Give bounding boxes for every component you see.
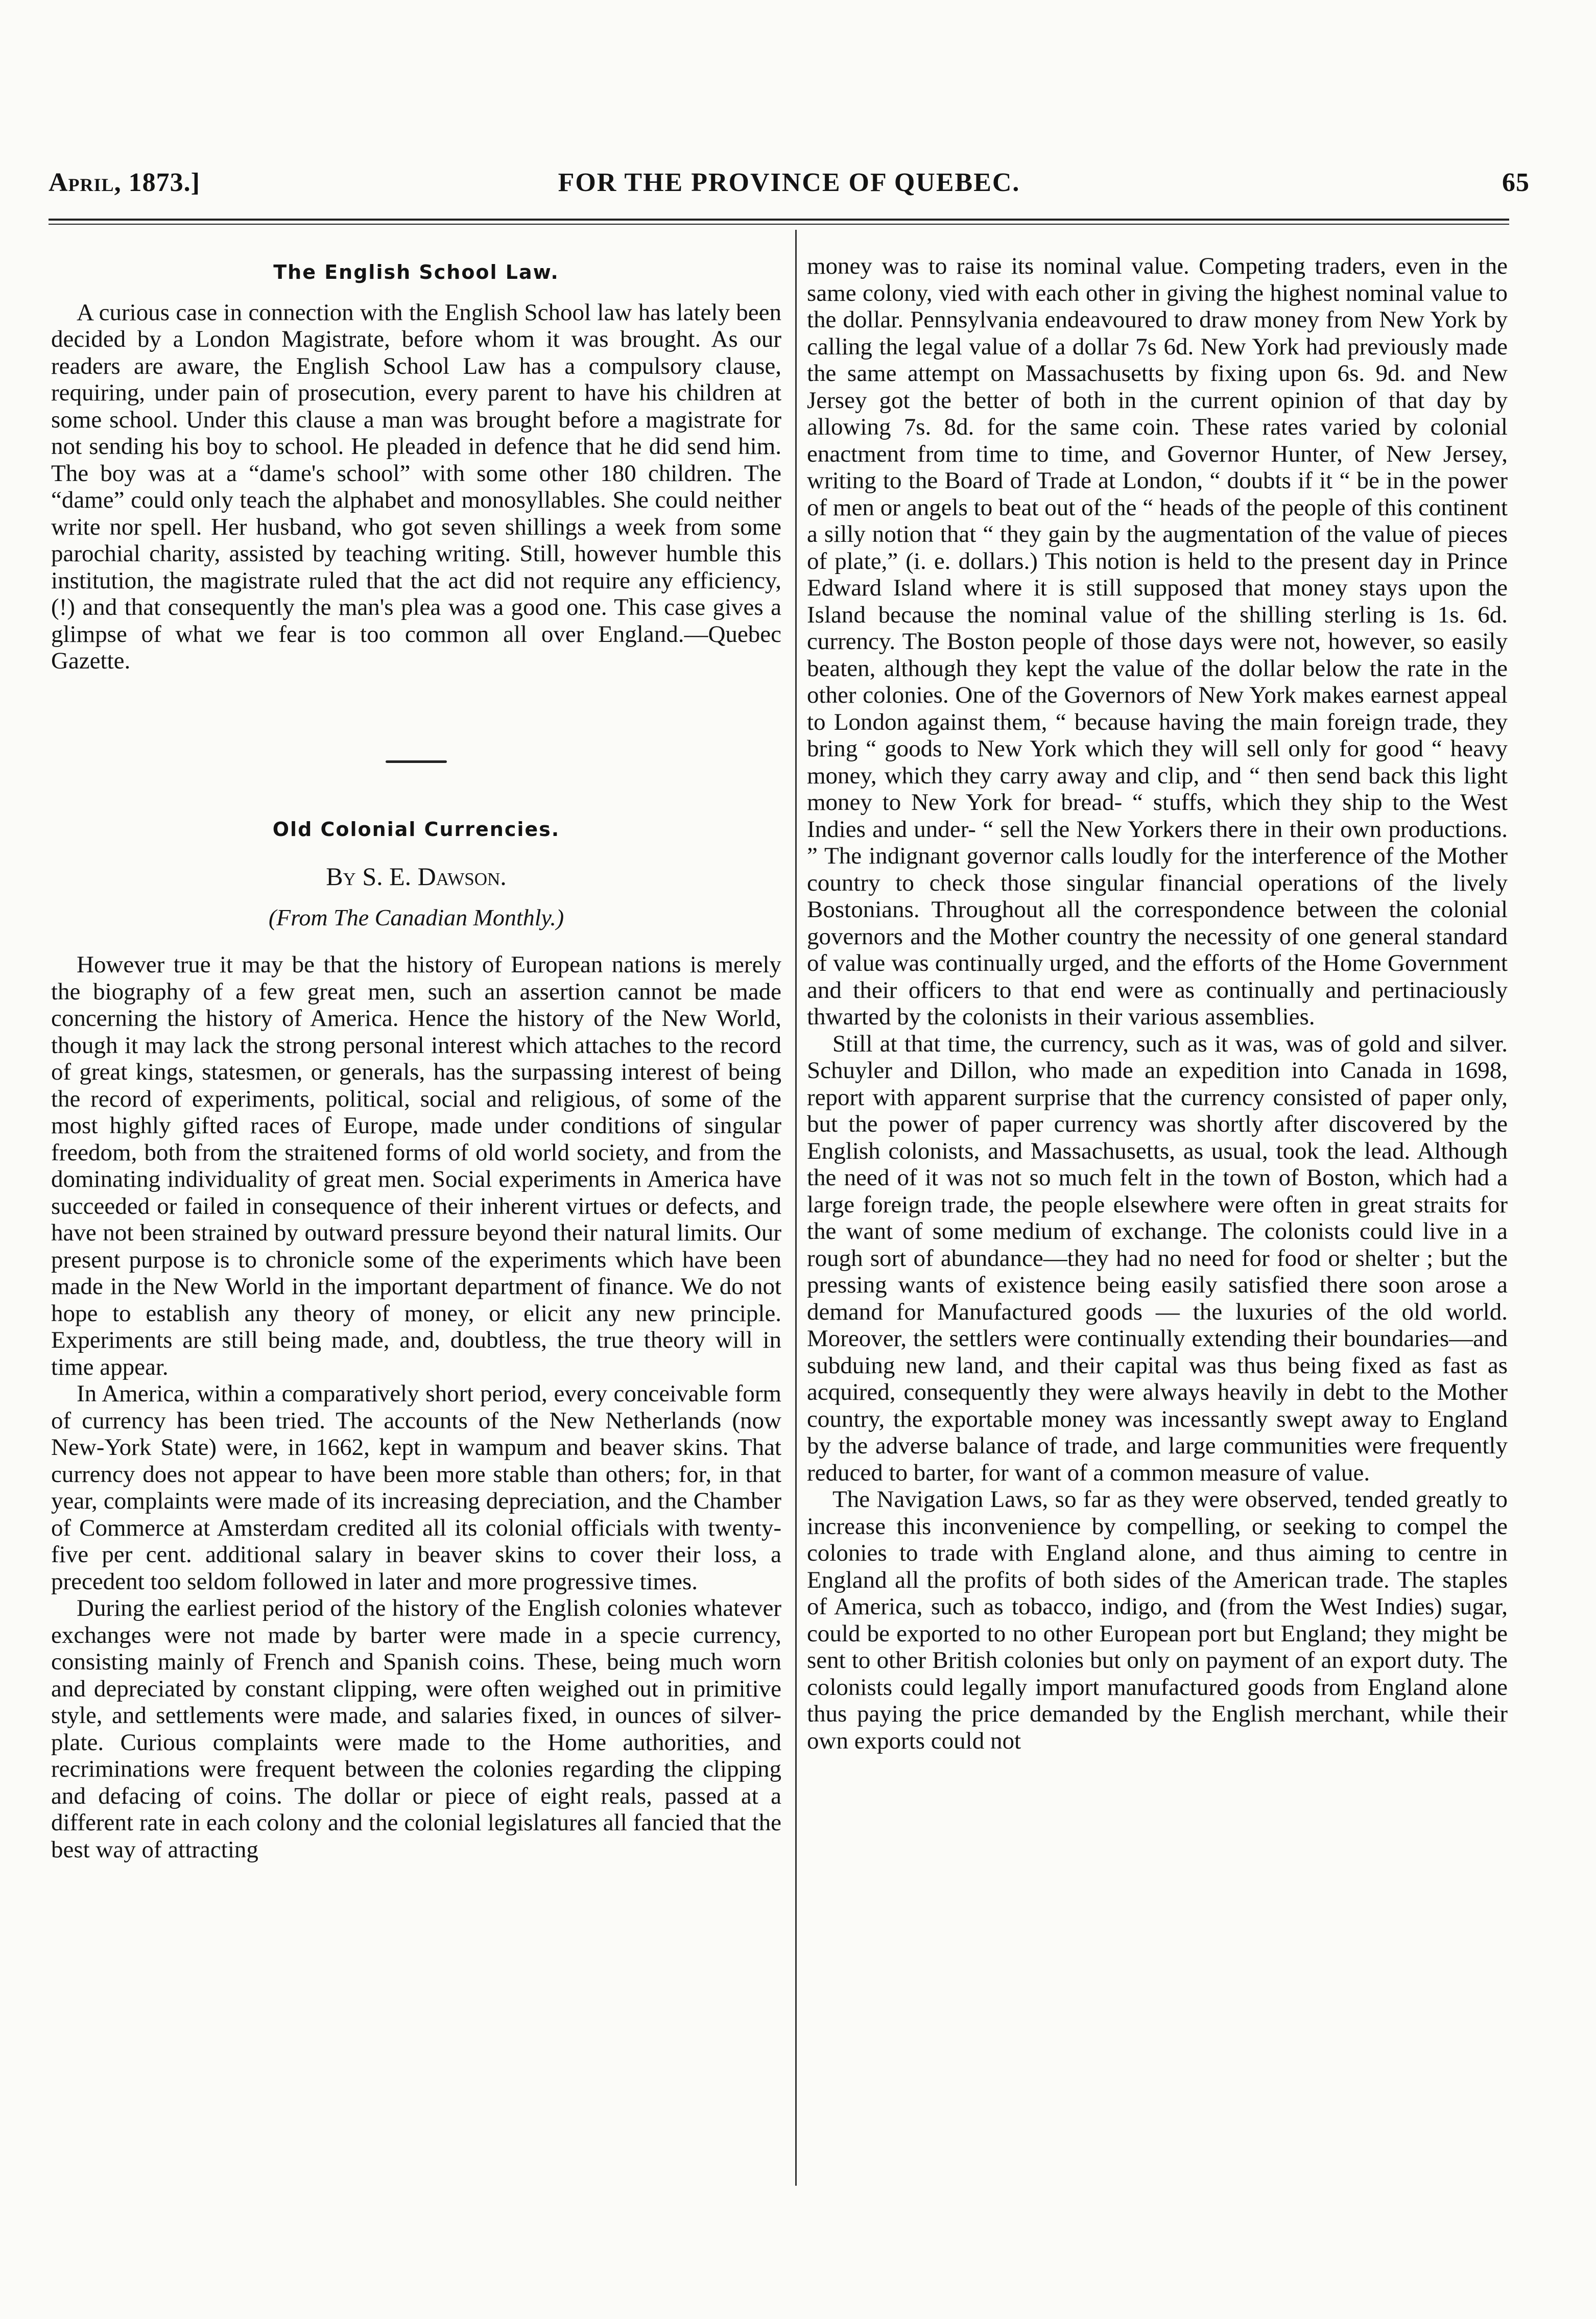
author-byline: By S. E. Dawson. <box>326 862 507 891</box>
page-number: 65 <box>1502 168 1530 197</box>
article-title-colonial-currencies: Old Colonial Currencies. <box>272 818 560 841</box>
article-separator <box>386 760 447 763</box>
source-note: (From The Canadian Monthly.) <box>268 904 564 930</box>
left-column <box>51 253 781 1863</box>
header-double-rule <box>49 219 1509 225</box>
running-header <box>49 168 1530 208</box>
school-law-paragraph: A curious case in connection with the English School law has lately been decided by a London Magistrate, before whom it was brought. As our readers are aware, the English School Law has a compulsory clause, requiring, under pain of prosecution, every parent to have his children at some school. Under this clause a man was brought before a magistrate for not sending his boy to school. He pleaded in defence that he did send him. The boy was at a “dame's school” with some other 180 children. The “dame” could only teach the alphabet and monosyllables. She could neither write nor spell. Her husband, who got seven shillings a week from some parochial charity, assisted by teaching writing. Still, however humble this institution, the magistrate ruled that the act did not require any efficiency, (!) and that consequently the man's plea was a good one. This case gives a glimpse of what we fear is too common all over England.—Quebec Gazette. <box>51 299 781 674</box>
currencies-paragraph-4: money was to raise its nominal value. Competing traders, even in the same colony, vied with each other in giving the highest nominal value to the dollar. Pennsylvania endeavoured to draw money from New York by calling the legal value of a dollar 7s 6d. New York had previously made the same attempt on Massachusetts by fixing upon 6s. 9d. and New Jersey got the better of both in the current opinion of that day by allowing 7s. 8d. for the same coin. These rates varied by colonial enactment from time to time, and Governor Hunter, of New Jersey, writing to the Board of Trade at London, “ doubts if it “ be in the power of men or angels to beat out of the “ heads of the people of this continent a silly notion that “ they gain by the augmentation of the value of pieces of plate,” (i. e. dollars.) This notion is held to the present day in Prince Edward Island where it is still supposed that money stays upon the Island because the nominal value of the shilling sterling is 1s. 6d. currency. The Boston people of those days were not, however, so easily beaten, although they kept the value of the dollar below the rate in the other colonies. One of the Governors of New York makes earnest appeal to London against them, “ because having the main foreign trade, they bring “ goods to New York which they will sell only for good “ heavy money, which they carry away and clip, and “ then send back this light money to New York for bread- “ stuffs, which they ship to the West Indies and under- “ sell the New Yorkers there in their own productions. ” The indignant governor calls loudly for the interference of the Mother country to check those singular financial operations of the lively Bostonians. Throughout all the correspondence between the colonial governors and the Mother country the necessity of one general standard of value was continually urged, and the efforts of the Home Government and their officers to that end were as continually and pertinaciously thwarted by the colonists in their various assemblies. <box>807 253 1508 1030</box>
issue-date: April, 1873.] <box>49 168 200 197</box>
journal-title: FOR THE PROVINCE OF QUEBEC. <box>558 168 1020 197</box>
right-column <box>807 253 1508 1754</box>
currencies-paragraph-1: However true it may be that the history of European nations is merely the biography of a few great men, such an assertion cannot be made concerning the history of America. Hence the history of the New World, though it may lack the strong personal interest which attaches to the record of great kings, statesmen, or generals, has the surpassing interest of being the record of experiments, political, social and religious, of some of the most highly gifted races of Europe, made under conditions of singular freedom, both from the straitened forms of old world society, and from the dominating individuality of great men. Social experiments in America have succeeded or failed in consequence of their inherent virtues or defects, and have not been strained by outward pressure beyond their natural limits. Our present purpose is to chronicle some of the experiments which have been made in the New World in the important department of finance. We do not hope to establish any theory of money, or elicit any new principle. Experiments are still being made, and, doubtless, the true theory will in time appear. <box>51 951 781 1380</box>
column-divider <box>795 230 797 2186</box>
currencies-paragraph-2: In America, within a comparatively short period, every conceivable form of currency has been tried. The accounts of the New Netherlands (now New-York State) were, in 1662, kept in wampum and beaver skins. That currency does not appear to have been more stable than others; for, in that year, complaints were made of its increasing depreciation, and the Chamber of Commerce at Amsterdam credited all its colonial officials with twenty-five per cent. additional salary in beaver skins to cover their loss, a precedent too seldom followed in later and more progressive times. <box>51 1380 781 1595</box>
currencies-paragraph-3: During the earliest period of the history of the English colonies whatever exchanges were not made by barter were made in a specie currency, consisting mainly of French and Spanish coins. These, being much worn and depreciated by constant clipping, were often weighed out in primitive style, and settlements were made, and salaries fixed, in ounces of silver-plate. Curious complaints were made to the Home authorities, and recriminations were frequent between the colonies regarding the clipping and defacing of coins. The dollar or piece of eight reals, passed at a different rate in each colony and the colonial legislatures all fancied that the best way of attracting <box>51 1595 781 1863</box>
article-title-school-law: The English School Law. <box>273 261 559 283</box>
currencies-paragraph-6: The Navigation Laws, so far as they were observed, tended greatly to increase this inconvenience by compelling, or seeking to compel the colonies to trade with England alone, and thus aiming to centre in England all the profits of both sides of the American trade. The staples of America, such as tobacco, indigo, and (from the West Indies) sugar, could be exported to no other European port but England; they might be sent to other British colonies but only on payment of an export duty. The colonists could legally import manufactured goods from England alone thus paying the price demanded by the English merchant, while their own exports could not <box>807 1486 1508 1754</box>
currencies-paragraph-5: Still at that time, the currency, such as it was, was of gold and silver. Schuyler and Dillon, who made an expedition into Canada in 1698, report with apparent surprise that the currency consisted of paper only, but the power of paper currency was shortly after discovered by the English colonists, and Massachusetts, as usual, took the lead. Although the need of it was not so much felt in the town of Boston, which had a large foreign trade, the people elsewhere were often in great straits for the want of some medium of exchange. The colonists could live in a rough sort of abundance—they had no need for food or shelter ; but the pressing wants of existence being easily satisfied there soon arose a demand for Manufactured goods — the luxuries of the old world. Moreover, the settlers were continually extending their boundaries—and subduing new land, and their capital was thus being fixed as fast as acquired, consequently they were always heavily in debt to the Mother country, the exportable money was incessantly swept away to England by the adverse balance of trade, and large communities were frequently reduced to barter, for want of a common measure of value. <box>807 1030 1508 1486</box>
